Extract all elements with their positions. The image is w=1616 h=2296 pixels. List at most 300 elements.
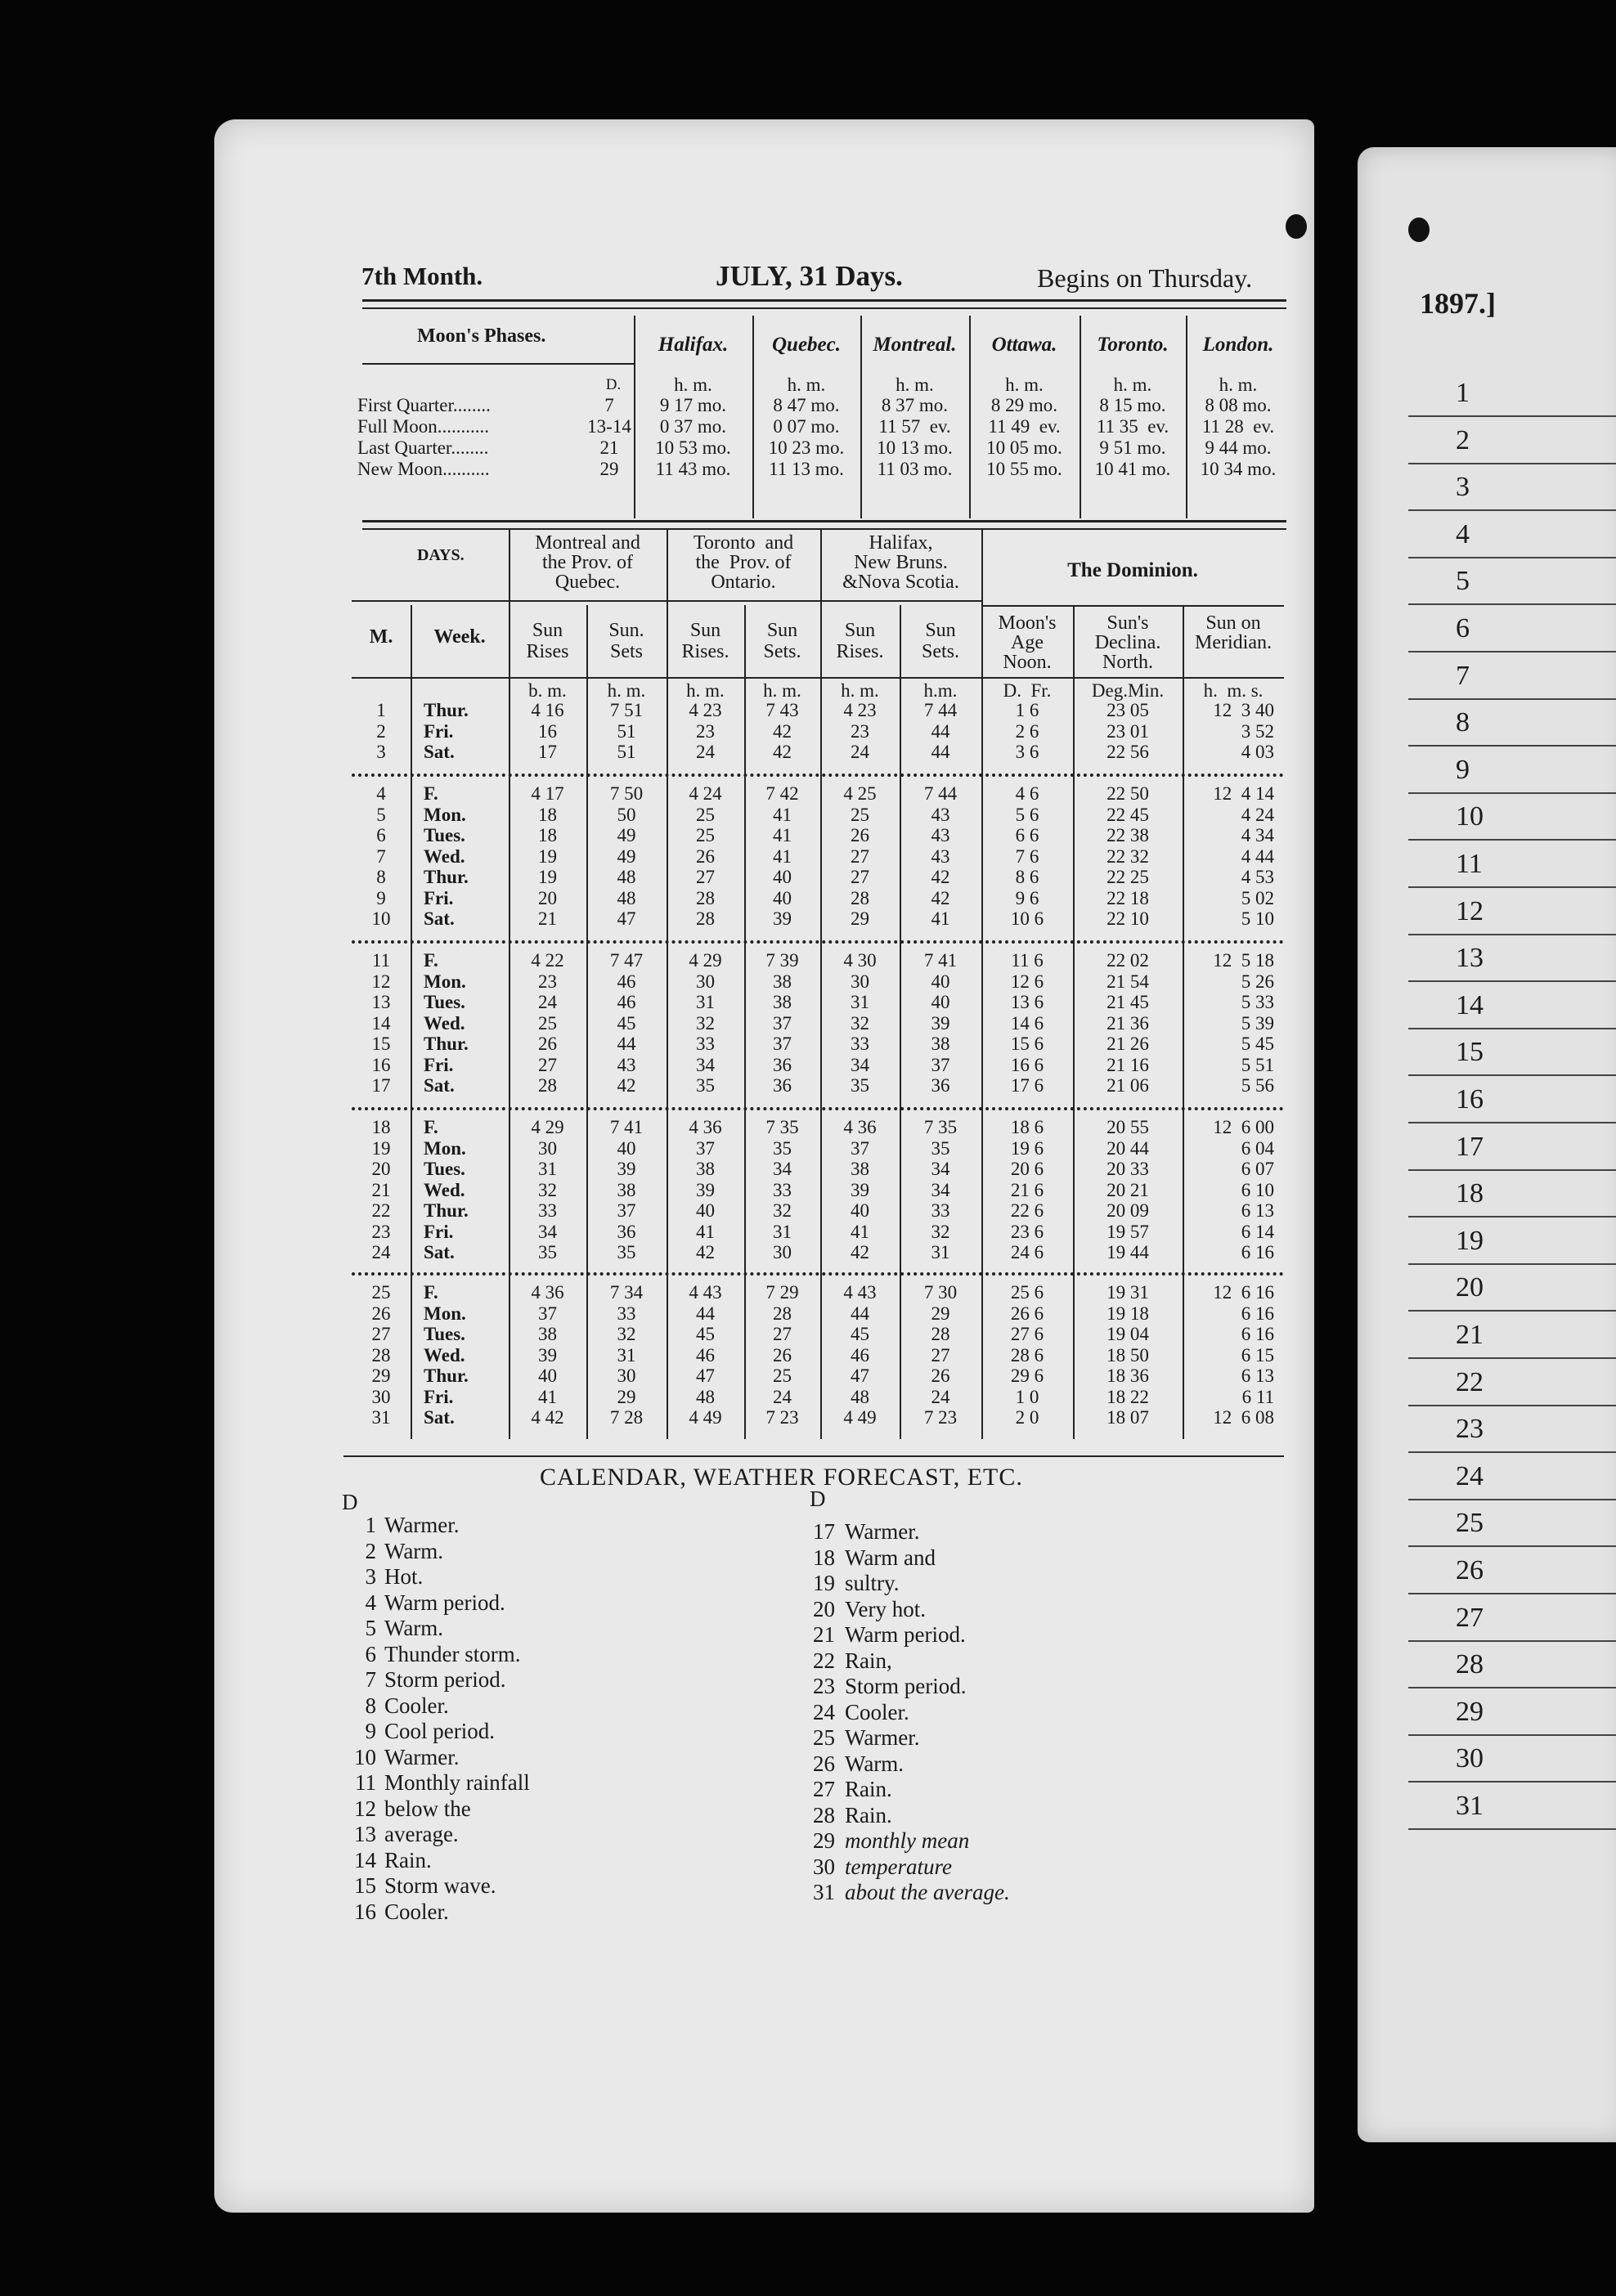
table-cell: 4 49 [689, 1407, 722, 1428]
table-cell: 38 [617, 1179, 636, 1200]
table-cell: 15 [371, 1034, 391, 1054]
forecast-text: Monthly rainfall [384, 1770, 530, 1795]
moon-phase-time: 11 49 ev. [988, 416, 1061, 437]
forecast-day: 22 [813, 1648, 835, 1673]
table-cell: 44 [851, 1303, 869, 1324]
table-cell: 38 [773, 971, 792, 992]
forecast-text: monthly mean [845, 1828, 970, 1853]
table-cell: 21 6 [1010, 1179, 1044, 1200]
forecast-day: 17 [813, 1519, 835, 1544]
table-cell: 16 [371, 1054, 391, 1075]
table-cell: 19 31 [1107, 1282, 1149, 1303]
table-cell: 39 [931, 1012, 950, 1034]
column-heading: Sun on Meridian. [1195, 612, 1272, 653]
table-cell: 40 [851, 1200, 869, 1221]
table-cell: 19 57 [1107, 1221, 1149, 1242]
moon-phase-time: 8 08 mo. [1205, 395, 1272, 415]
table-cell: 2 0 [1015, 1407, 1039, 1428]
table-cell: 4 25 [843, 783, 877, 804]
table-cell: 10 6 [1010, 908, 1044, 929]
forecast-item [806, 1622, 1010, 1648]
table-cell: 21 16 [1107, 1054, 1149, 1075]
table-cell: Fri. [424, 887, 454, 908]
table-cell: 6 11 [1241, 1386, 1274, 1407]
table-cell: 19 04 [1107, 1324, 1149, 1344]
forecast-day: 19 [813, 1571, 835, 1595]
moon-phase-time: 8 37 mo. [881, 395, 949, 415]
table-cell: 37 [696, 1137, 715, 1159]
diary-rule [1408, 1074, 1616, 1076]
moon-phase-day: 13-14 [587, 416, 631, 437]
forecast-text: Rain, [845, 1648, 892, 1673]
table-cell: 36 [773, 1054, 792, 1075]
table-cell: 42 [931, 887, 950, 908]
table-cell: 32 [851, 1012, 869, 1034]
table-cell: 28 [538, 1075, 557, 1096]
table-cell: 48 [617, 867, 636, 887]
table-cell: 5 39 [1241, 1012, 1274, 1034]
binding-hole [1408, 217, 1430, 242]
hm-unit: h. m. [1005, 374, 1044, 395]
table-cell: 14 [371, 1012, 391, 1034]
diary-rule [1408, 1263, 1616, 1265]
forecast-day: 18 [813, 1545, 835, 1570]
table-cell: 33 [538, 1200, 557, 1221]
table-cell: 20 33 [1107, 1159, 1149, 1179]
days-heading: DAYS. [417, 546, 465, 564]
city-heading: Quebec. [772, 334, 841, 356]
binding-hole [1286, 214, 1307, 239]
table-cell: 20 55 [1107, 1117, 1149, 1137]
table-cell: 35 [931, 1137, 950, 1159]
table-cell: 40 [931, 971, 950, 992]
forecast-item [335, 1719, 530, 1745]
table-cell: 7 50 [609, 783, 644, 804]
diary-day-number: 30 [1456, 1743, 1484, 1774]
table-cell: 37 [773, 1012, 792, 1034]
table-cell: 7 23 [923, 1407, 958, 1428]
table-cell: 7 44 [923, 700, 958, 720]
table-cell: 26 [931, 1365, 950, 1386]
table-cell: 23 [371, 1221, 391, 1242]
diary-day-number: 2 [1456, 424, 1470, 455]
table-cell: 30 [773, 1242, 792, 1262]
forecast-text: Very hot. [845, 1596, 926, 1621]
forecast-item [335, 1693, 530, 1720]
table-cell: 12 [371, 971, 391, 992]
table-cell: 5 56 [1241, 1075, 1274, 1096]
table-cell: 32 [617, 1324, 636, 1344]
diary-day-number: 14 [1456, 989, 1484, 1020]
table-cell: 6 16 [1241, 1324, 1274, 1344]
unit-label: Deg.Min. [1091, 680, 1165, 701]
forecast-item [335, 1616, 530, 1642]
table-cell: 32 [696, 1012, 715, 1034]
table-cell: 20 6 [1010, 1159, 1044, 1179]
forecast-item [806, 1725, 1010, 1751]
forecast-text: Rain. [845, 1777, 892, 1801]
table-cell: 7 28 [609, 1407, 644, 1428]
diary-day-number: 29 [1456, 1696, 1484, 1727]
table-cell: 25 [538, 1012, 557, 1034]
table-cell: 32 [931, 1221, 950, 1242]
moon-phase-name: Last Quarter........ [357, 437, 489, 458]
forecast-text: Cooler. [845, 1699, 909, 1724]
forecast-item [806, 1597, 1010, 1623]
moon-phase-time: 11 35 ev. [1096, 416, 1169, 437]
moon-phase-time: 11 43 mo. [655, 459, 731, 479]
moon-phase-time: 10 05 mo. [986, 437, 1062, 458]
table-cell: 16 6 [1010, 1054, 1044, 1075]
table-cell: 7 42 [765, 783, 799, 804]
table-cell: 4 [376, 783, 386, 804]
forecast-text: Cooler. [384, 1693, 449, 1718]
table-cell: 35 [538, 1242, 557, 1262]
table-cell: 25 [696, 804, 715, 825]
week-separator [352, 774, 1284, 777]
unit-label: b. m. [528, 680, 567, 701]
diary-rule [1408, 1310, 1616, 1312]
table-cell: 5 6 [1015, 804, 1039, 825]
page-title: JULY, 31 Days. [716, 260, 903, 292]
table-cell: 36 [931, 1075, 950, 1096]
table-cell: Thur. [424, 700, 469, 720]
table-cell: Sat. [424, 1242, 455, 1262]
column-heading: Sun Sets. [763, 620, 801, 662]
table-cell: 40 [696, 1200, 715, 1221]
table-cell: Thur. [424, 867, 469, 887]
header-rule [362, 307, 1286, 309]
region-heading: Halifax, New Bruns. &Nova Scotia. [842, 532, 959, 593]
city-heading: Toronto. [1097, 334, 1169, 356]
diary-day-number: 13 [1456, 943, 1484, 974]
table-cell: 13 [371, 992, 391, 1012]
table-cell: Fri. [424, 720, 454, 742]
table-cell: 5 26 [1241, 971, 1274, 992]
city-heading: Ottawa. [991, 334, 1057, 356]
city-heading: Halifax. [658, 334, 729, 356]
table-cell: 4 44 [1241, 845, 1274, 867]
table-cell: 18 22 [1107, 1386, 1149, 1407]
table-cell: 43 [931, 845, 950, 867]
diary-day-number: 26 [1456, 1555, 1484, 1585]
table-cell: 7 6 [1015, 845, 1039, 867]
table-cell: Tues. [424, 1159, 465, 1179]
diary-rule [1408, 1593, 1616, 1594]
diary-day-number: 20 [1456, 1272, 1484, 1303]
forecast-text: Warm. [384, 1538, 444, 1563]
table-cell: 2 [376, 720, 386, 742]
hm-unit: h. m. [896, 374, 934, 395]
hm-unit: h. m. [1113, 374, 1152, 395]
forecast-item [806, 1803, 1010, 1829]
table-cell: 8 6 [1015, 867, 1039, 887]
table-cell: 27 [371, 1324, 391, 1344]
forecast-item [335, 1796, 530, 1823]
column-heading: Sun Rises. [836, 620, 884, 662]
table-cell: 27 [931, 1344, 950, 1365]
table-cell: 5 [376, 804, 386, 825]
table-cell: 7 [376, 845, 386, 867]
table-cell: 4 23 [843, 700, 877, 720]
table-cell: 41 [773, 804, 792, 825]
unit-label: h. m. s. [1203, 680, 1264, 701]
table-cell: 7 43 [765, 700, 799, 720]
table-cell: 4 17 [531, 783, 564, 804]
table-cell: Fri. [424, 1221, 454, 1242]
diary-day-number: 5 [1456, 566, 1470, 597]
table-cell: 31 [371, 1407, 391, 1428]
forecast-item [335, 1899, 530, 1926]
table-cell: 47 [696, 1365, 715, 1386]
table-cell: Fri. [424, 1054, 454, 1075]
diary-day-number: 18 [1456, 1178, 1484, 1209]
forecast-day: 4 [365, 1590, 376, 1615]
moon-phase-name: First Quarter........ [357, 395, 491, 415]
table-cell: 22 10 [1107, 908, 1149, 929]
begins-on: Begins on Thursday. [1037, 263, 1253, 293]
diary-day-number: 15 [1456, 1037, 1484, 1068]
table-cell: 7 23 [765, 1407, 799, 1428]
table-cell: 27 [851, 845, 869, 867]
forecast-day: 31 [813, 1880, 835, 1904]
forecast-day: 6 [365, 1641, 376, 1666]
forecast-item [335, 1590, 530, 1617]
diary-rule [1408, 886, 1616, 888]
moon-phase-time: 9 44 mo. [1205, 437, 1272, 458]
table-cell: Sat. [424, 742, 455, 762]
diary-rule [1408, 745, 1616, 747]
table-cell: F. [424, 783, 438, 804]
table-cell: 19 18 [1107, 1303, 1149, 1324]
forecast-day: 21 [813, 1622, 835, 1647]
table-cell: 27 [851, 867, 869, 887]
d-heading: D. [605, 376, 622, 393]
forecast-item [806, 1674, 1010, 1700]
table-cell: 39 [696, 1179, 715, 1200]
forecast-item [806, 1880, 1010, 1906]
table-cell: 38 [931, 1034, 950, 1054]
table-cell: 25 [851, 804, 869, 825]
city-heading: London. [1202, 334, 1274, 356]
table-cell: 35 [851, 1075, 869, 1096]
table-cell: Fri. [424, 1386, 454, 1407]
table-cell: 18 50 [1107, 1344, 1149, 1365]
diary-day-number: 28 [1456, 1649, 1484, 1680]
moon-phase-name: Full Moon........... [357, 416, 490, 437]
table-cell: 4 24 [1241, 804, 1274, 825]
diary-rule [1408, 1169, 1616, 1171]
table-cell: 11 [371, 950, 391, 971]
table-cell: 45 [696, 1324, 715, 1344]
moon-phase-time: 10 53 mo. [655, 437, 731, 458]
moon-phase-time: 8 47 mo. [773, 395, 840, 415]
table-cell: 21 [371, 1179, 391, 1200]
table-cell: 34 [696, 1054, 715, 1075]
week-separator [352, 940, 1284, 944]
diary-rule [1408, 603, 1616, 605]
hm-unit: h. m. [674, 374, 712, 395]
table-cell: 42 [773, 742, 792, 762]
forecast-text: Rain. [845, 1802, 892, 1827]
table-cell: 42 [773, 720, 792, 742]
forecast-text: Cool period. [384, 1719, 495, 1743]
table-cell: 17 6 [1010, 1075, 1044, 1096]
table-cell: 20 44 [1107, 1137, 1149, 1159]
table-cell: 37 [851, 1137, 869, 1159]
table-cell: 18 07 [1107, 1407, 1149, 1428]
table-cell: 25 6 [1010, 1282, 1044, 1303]
moon-phase-time: 11 28 ev. [1201, 416, 1275, 437]
table-cell: 7 35 [765, 1117, 799, 1137]
forecast-text: Rain. [384, 1847, 432, 1872]
table-cell: Thur. [424, 1200, 469, 1221]
table-cell: 22 56 [1107, 742, 1149, 762]
forecast-day: 12 [354, 1796, 376, 1821]
table-cell: 19 [538, 867, 557, 887]
table-cell: Mon. [424, 971, 466, 992]
table-cell: 51 [617, 720, 636, 742]
table-cell: 7 29 [765, 1282, 799, 1303]
table-cell: 40 [617, 1137, 636, 1159]
diary-day-number: 10 [1456, 801, 1484, 832]
forecast-text: below the [384, 1796, 471, 1821]
table-cell: 5 10 [1241, 908, 1274, 929]
diary-day-number: 1 [1456, 378, 1470, 408]
table-cell: 49 [617, 825, 636, 845]
moon-phase-day: 21 [599, 437, 619, 458]
year-label: 1897.] [1420, 287, 1496, 320]
table-cell: 4 24 [689, 783, 722, 804]
table-cell: 22 6 [1010, 1200, 1044, 1221]
table-cell: 18 [371, 1117, 391, 1137]
forecast-item [335, 1667, 530, 1693]
table-cell: 31 [773, 1221, 792, 1242]
table-cell: 32 [538, 1179, 557, 1200]
table-cell: 26 [851, 825, 869, 845]
table-cell: 43 [931, 804, 950, 825]
forecast-day-label-left: D [342, 1490, 358, 1514]
table-cell: 25 [371, 1282, 391, 1303]
table-cell: 26 [371, 1303, 391, 1324]
table-cell: 24 [773, 1386, 792, 1407]
diary-day-number: 7 [1456, 660, 1470, 691]
forecast-text: Storm wave. [384, 1873, 496, 1898]
moon-phase-time: 11 57 ev. [878, 416, 951, 437]
table-cell: 42 [931, 867, 950, 887]
diary-rule [1408, 1828, 1616, 1830]
table-cell: 41 [696, 1221, 715, 1242]
table-cell: Wed. [424, 1012, 465, 1034]
moon-phase-time: 10 55 mo. [986, 459, 1062, 479]
diary-rule [1408, 463, 1616, 464]
table-cell: 6 16 [1241, 1303, 1274, 1324]
column-heading: Sun Sets. [921, 620, 959, 662]
table-cell: 4 16 [531, 700, 564, 720]
table-cell: 31 [696, 992, 715, 1012]
diary-rule [1408, 1405, 1616, 1406]
forecast-item [335, 1745, 530, 1771]
diary-rule [1408, 698, 1616, 700]
table-cell: F. [424, 1117, 438, 1137]
moon-phase-time: 0 07 mo. [773, 416, 840, 437]
table-cell: 33 [773, 1179, 792, 1200]
table-cell: Tues. [424, 1324, 465, 1344]
table-cell: 45 [851, 1324, 869, 1344]
diary-rule [1408, 1122, 1616, 1123]
forecast-day: 3 [365, 1564, 376, 1589]
diary-rule [1408, 934, 1616, 935]
table-cell: 25 [773, 1365, 792, 1386]
table-cell: 12 6 [1010, 971, 1044, 992]
table-cell: 28 [851, 887, 869, 908]
diary-rule [1408, 1451, 1616, 1453]
table-cell: 48 [851, 1386, 869, 1407]
moon-phase-time: 10 34 mo. [1200, 459, 1277, 479]
table-cell: 12 4 14 [1213, 783, 1274, 804]
table-cell: 26 6 [1010, 1303, 1044, 1324]
table-cell: 48 [617, 887, 636, 908]
table-cell: 22 25 [1107, 867, 1149, 887]
table-cell: 22 18 [1107, 887, 1149, 908]
table-cell: 41 [773, 845, 792, 867]
table-cell: Thur. [424, 1365, 469, 1386]
table-cell: 44 [696, 1303, 715, 1324]
forecast-day: 8 [365, 1693, 376, 1718]
diary-day-number: 24 [1456, 1460, 1484, 1491]
table-cell: 24 [931, 1386, 950, 1407]
table-cell: 6 13 [1241, 1200, 1274, 1221]
table-cell: 29 [931, 1303, 950, 1324]
moon-phase-name: New Moon.......... [357, 459, 490, 479]
forecast-day: 2 [365, 1538, 376, 1563]
table-cell: 43 [617, 1054, 636, 1075]
moon-phase-time: 10 13 mo. [877, 437, 953, 458]
table-cell: 8 [376, 867, 386, 887]
table-cell: 49 [617, 845, 636, 867]
forecast-text: Thunder storm. [384, 1641, 521, 1666]
table-cell: 41 [538, 1386, 557, 1407]
forecast-item [335, 1822, 530, 1848]
forecast-text: Warmer. [384, 1744, 460, 1769]
table-cell: 11 6 [1011, 950, 1044, 971]
forecast-text: Cooler. [384, 1899, 449, 1924]
forecast-text: Storm period. [845, 1674, 967, 1698]
table-cell: 23 [538, 971, 557, 992]
diary-day-number: 23 [1456, 1414, 1484, 1445]
table-cell: 45 [617, 1012, 636, 1034]
forecast-rule [343, 1455, 1284, 1457]
forecast-item [335, 1848, 530, 1874]
table-cell: 37 [617, 1200, 636, 1221]
table-cell: 44 [617, 1034, 636, 1054]
table-cell: 36 [617, 1221, 636, 1242]
table-cell: 21 45 [1107, 992, 1149, 1012]
diary-rule [1408, 1734, 1616, 1736]
forecast-list-right [806, 1519, 1010, 1906]
table-cell: 33 [617, 1303, 636, 1324]
table-cell: 27 [773, 1324, 792, 1344]
table-cell: 24 [696, 742, 715, 762]
table-cell: 4 23 [689, 700, 722, 720]
table-cell: 20 09 [1107, 1200, 1149, 1221]
table-cell: 47 [851, 1365, 869, 1386]
table-cell: 10 [371, 908, 391, 929]
table-cell: 21 26 [1107, 1034, 1149, 1054]
unit-label: D. Fr. [1003, 680, 1052, 701]
moon-phase-time: 11 13 mo. [769, 459, 844, 479]
forecast-item [806, 1571, 1010, 1597]
